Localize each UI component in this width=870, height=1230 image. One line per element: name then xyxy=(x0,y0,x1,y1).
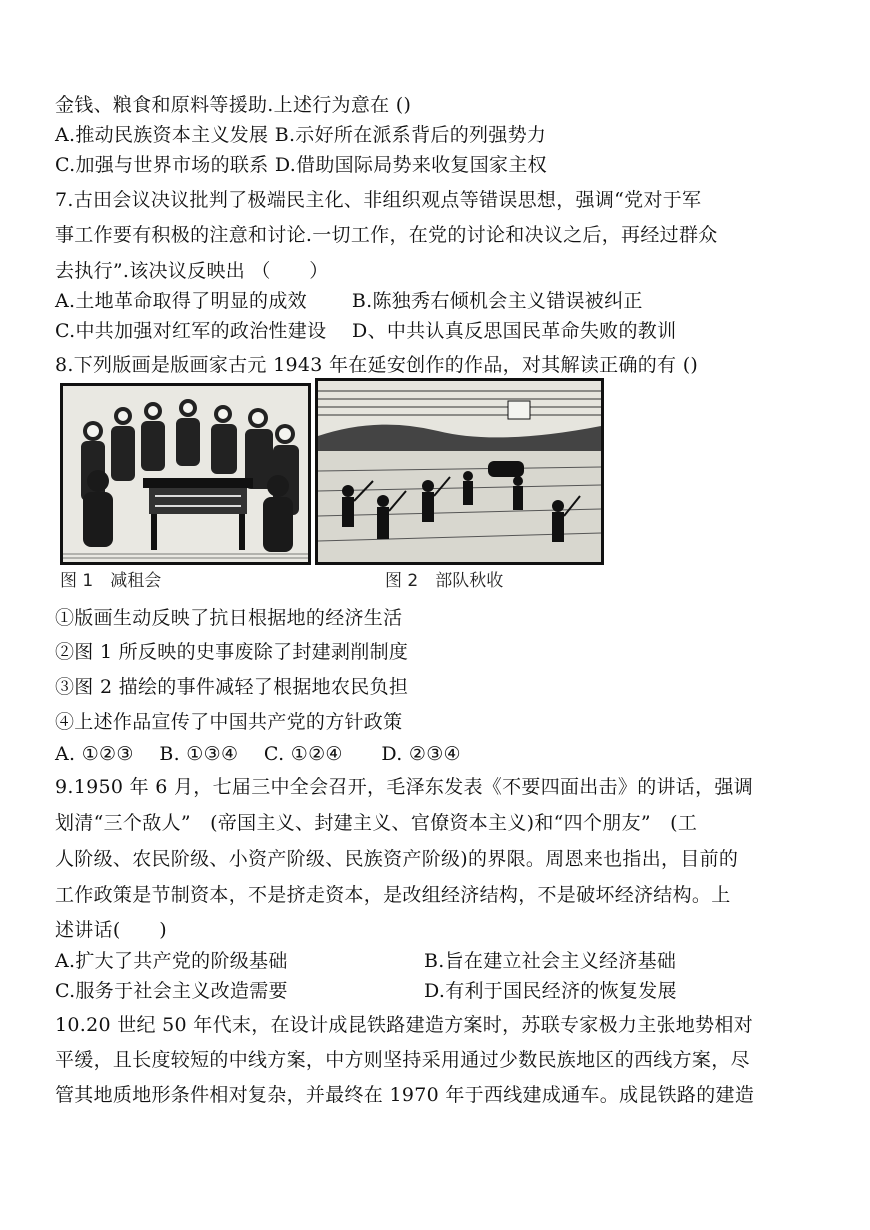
q8-woodcut-figures xyxy=(55,378,603,590)
fig1-caption: 图 1 减租会 xyxy=(60,571,162,591)
woodcut-rent-reduction-image xyxy=(60,383,311,565)
q9-option-a: A.扩大了共产党的阶级基础 xyxy=(55,950,288,972)
q9-stem-line2: 划清“三个敌人” (帝国主义、封建主义、官僚资本主义)和“四个朋友” (工 xyxy=(55,812,698,834)
q7-options-cd: C.中共加强对红军的政治性建设 D、中共认真反思国民革命失败的教训 xyxy=(55,320,677,342)
q7-stem-line3: 去执行”.该决议反映出 （ ） xyxy=(55,260,329,282)
q9-stem-line4: 工作政策是节制资本，不是挤走资本，是改组经济结构，不是破坏经济结构。上 xyxy=(55,884,731,906)
q10-stem-line3: 管其地质地形条件相对复杂，并最终在 1970 年于西线建成通车。成昆铁路的建造 xyxy=(55,1084,755,1106)
q7-stem-line1: 7.古田会议决议批判了极端民主化、非组织观点等错误思想，强调“党对于军 xyxy=(55,189,702,211)
q6-options-ab: A.推动民族资本主义发展 B.示好所在派系背后的列强势力 xyxy=(55,124,547,146)
q8-statement-3: ③图 2 描绘的事件减轻了根据地农民负担 xyxy=(55,676,409,698)
q8-stem: 8.下列版画是版画家古元 1943 年在延安创作的作品，对其解读正确的有 () xyxy=(55,354,699,376)
q9-stem-line5: 述讲话( ) xyxy=(55,919,167,941)
q7-stem-line2: 事工作要有积极的注意和讨论.一切工作，在党的讨论和决议之后，再经过群众 xyxy=(55,224,718,246)
q9-option-c: C.服务于社会主义改造需要 xyxy=(55,980,288,1002)
q7-options-ab: A.土地革命取得了明显的成效 B.陈独秀右倾机会主义错误被纠正 xyxy=(55,290,643,312)
q8-statement-2: ②图 1 所反映的史事废除了封建剥削制度 xyxy=(55,641,409,663)
q9-option-d: D.有利于国民经济的恢复发展 xyxy=(424,980,677,1002)
q6-stem-tail: 金钱、粮食和原料等援助.上述行为意在 () xyxy=(55,94,412,116)
q9-stem-line1: 9.1950 年 6 月，七届三中全会召开，毛泽东发表《不要四面出击》的讲话，强调 xyxy=(55,776,753,798)
q9-option-b: B.旨在建立社会主义经济基础 xyxy=(424,950,677,972)
q8-options: A. ①②③ B. ①③④ C. ①②④ D. ②③④ xyxy=(55,743,461,765)
q10-stem-line2: 平缓，且长度较短的中线方案，中方则坚持采用通过少数民族地区的西线方案，尽 xyxy=(55,1049,750,1071)
fig2-caption: 图 2 部队秋收 xyxy=(385,571,504,591)
q8-statement-1: ①版画生动反映了抗日根据地的经济生活 xyxy=(55,607,403,629)
q10-stem-line1: 10.20 世纪 50 年代末，在设计成昆铁路建造方案时，苏联专家极力主张地势相对 xyxy=(55,1014,753,1036)
q9-stem-line3: 人阶级、农民阶级、小资产阶级、民族资产阶级)的界限。周恩来也指出，目前的 xyxy=(55,848,739,870)
q6-options-cd: C.加强与世界市场的联系 D.借助国际局势来收复国家主权 xyxy=(55,154,547,176)
woodcut-army-harvest-image xyxy=(315,378,604,565)
q8-statement-4: ④上述作品宣传了中国共产党的方针政策 xyxy=(55,711,403,733)
